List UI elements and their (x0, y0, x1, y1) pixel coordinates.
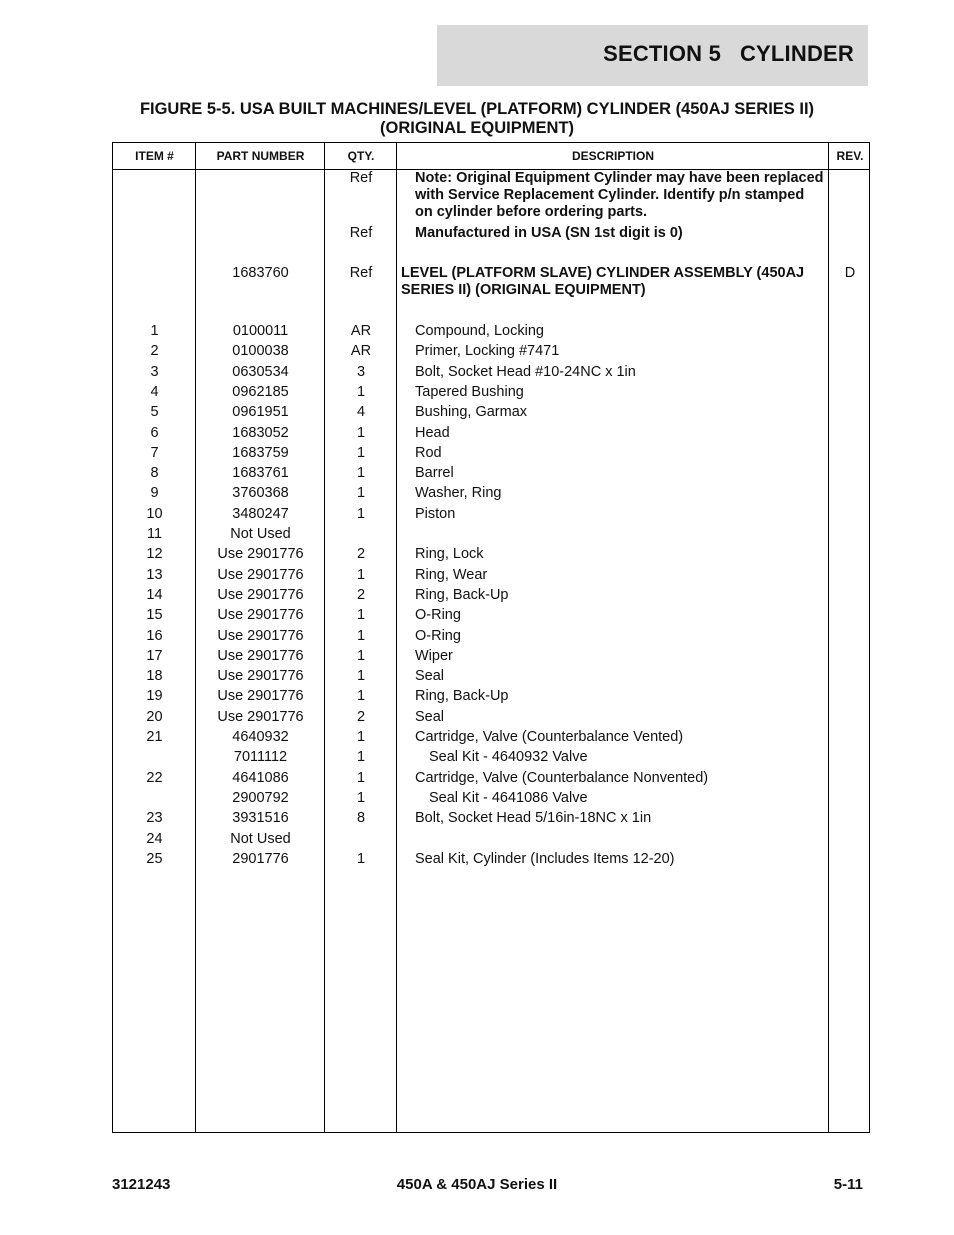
parts-table (112, 142, 870, 1133)
row-description: Bolt, Socket Head 5/16in-18NC x 1in (415, 810, 652, 826)
row-description: Cartridge, Valve (Counterbalance Nonvented) (415, 770, 709, 786)
row-item-number: 12 (146, 546, 163, 562)
row-part-number: 7011112 (233, 749, 288, 765)
row-qty: 2 (356, 546, 366, 562)
row-description: Compound, Locking (415, 323, 544, 339)
row-item-number: 22 (146, 770, 163, 786)
row-item-number: 6 (150, 425, 159, 441)
row-item-number: 2 (150, 343, 159, 359)
row-description: Ring, Wear (415, 567, 488, 583)
section-title: SECTION 5 CYLINDER (603, 41, 854, 66)
row-part-number: Use 2901776 (217, 688, 304, 704)
row-part-number: 2901776 (232, 851, 289, 867)
figure-title (0, 100, 954, 138)
row-item-number: 5 (150, 404, 159, 420)
row-part-number: 1683052 (232, 425, 289, 441)
row-item-number: 13 (146, 567, 163, 583)
row-qty: 1 (356, 485, 366, 501)
row-qty: 1 (356, 729, 366, 745)
row-part-number: 0962185 (232, 384, 289, 400)
row-part-number: 2900792 (232, 790, 289, 806)
row-qty: 1 (356, 425, 366, 441)
row-qty: 1 (356, 465, 366, 481)
header-description: DESCRIPTION (571, 149, 654, 163)
row-description: Bushing, Garmax (415, 404, 528, 420)
footer-model: 450A & 450AJ Series II (396, 1176, 558, 1193)
assembly-part-number: 1683760 (232, 265, 289, 281)
header-rev: REV. (836, 149, 864, 163)
row-part-number: 3760368 (232, 485, 289, 501)
row-part-number: Not Used (230, 526, 291, 542)
row-qty: AR (350, 323, 372, 339)
row-description: Ring, Back-Up (415, 587, 509, 603)
assembly-description: LEVEL (PLATFORM SLAVE) CYLINDER ASSEMBLY (450AJ SERIES II) (ORIGINAL EQUIPMENT) (401, 265, 805, 298)
row-description: Barrel (415, 465, 454, 481)
row-qty: 1 (356, 688, 366, 704)
row-part-number: Use 2901776 (217, 648, 304, 664)
assembly-rev: D (844, 265, 856, 281)
row-part-number: Use 2901776 (217, 567, 304, 583)
header-qty: QTY. (347, 149, 375, 163)
row-description: Cartridge, Valve (Counterbalance Vented) (415, 729, 684, 745)
row-qty: 1 (356, 668, 366, 684)
row-description: Seal Kit, Cylinder (Includes Items 12-20) (415, 851, 675, 867)
row-part-number: 0100038 (232, 343, 289, 359)
row-part-number: 4640932 (232, 729, 289, 745)
row-qty: 1 (356, 648, 366, 664)
row-qty: 1 (356, 506, 366, 522)
row-part-number: 4641086 (232, 770, 289, 786)
row-item-number: 4 (150, 384, 159, 400)
row-qty: 1 (356, 445, 366, 461)
row-part-number: Use 2901776 (217, 709, 304, 725)
row-description: Primer, Locking #7471 (415, 343, 560, 359)
note-qty: Ref (349, 225, 373, 241)
row-description: Seal Kit - 4640932 Valve (429, 749, 588, 765)
row-description: Seal (415, 668, 445, 684)
row-part-number: 0630534 (232, 364, 289, 380)
header-item: ITEM # (135, 149, 174, 163)
row-item-number: 11 (146, 526, 163, 542)
row-description: Ring, Lock (415, 546, 484, 562)
row-part-number: Use 2901776 (217, 668, 304, 684)
row-part-number: 3931516 (232, 810, 289, 826)
row-qty: 1 (356, 628, 366, 644)
row-description: Seal Kit - 4641086 Valve (429, 790, 588, 806)
row-part-number: Not Used (230, 831, 291, 847)
row-qty: 4 (356, 404, 366, 420)
row-qty: 1 (356, 384, 366, 400)
header-part-number: PART NUMBER (216, 149, 305, 163)
row-qty: 1 (356, 770, 366, 786)
row-item-number: 25 (146, 851, 163, 867)
row-description: Bolt, Socket Head #10-24NC x 1in (415, 364, 636, 380)
row-item-number: 18 (146, 668, 163, 684)
row-part-number: 0961951 (232, 404, 289, 420)
row-qty: 8 (356, 810, 366, 826)
row-item-number: 3 (150, 364, 159, 380)
row-part-number: Use 2901776 (217, 587, 304, 603)
row-item-number: 14 (146, 587, 163, 603)
row-item-number: 8 (150, 465, 159, 481)
assembly-qty: Ref (349, 265, 373, 281)
row-item-number: 10 (146, 506, 163, 522)
row-item-number: 7 (150, 445, 159, 461)
note-text: Note: Original Equipment Cylinder may have been replaced with Service Replacement Cylinder. Identify p/n stamped on cylinder before ordering parts. (415, 170, 824, 220)
row-item-number: 15 (146, 607, 163, 623)
row-item-number: 20 (146, 709, 163, 725)
section-header (437, 25, 868, 86)
row-qty: AR (350, 343, 372, 359)
note-qty: Ref (349, 170, 373, 186)
row-item-number: 21 (146, 729, 163, 745)
row-item-number: 16 (146, 628, 163, 644)
row-description: O-Ring (415, 628, 461, 644)
row-item-number: 9 (150, 485, 159, 501)
row-description: Tapered Bushing (415, 384, 524, 400)
row-description: Ring, Back-Up (415, 688, 509, 704)
row-item-number: 19 (146, 688, 163, 704)
row-qty: 1 (356, 607, 366, 623)
row-qty: 3 (356, 364, 366, 380)
row-qty: 1 (356, 790, 366, 806)
note-text: Manufactured in USA (SN 1st digit is 0) (415, 225, 683, 241)
row-item-number: 24 (146, 831, 163, 847)
row-description: O-Ring (415, 607, 461, 623)
row-qty: 2 (356, 709, 366, 725)
row-part-number: 1683761 (232, 465, 289, 481)
column-divider (828, 143, 829, 1132)
row-part-number: 1683759 (232, 445, 289, 461)
row-item-number: 1 (150, 323, 159, 339)
row-part-number: 0100011 (232, 323, 289, 339)
row-description: Seal (415, 709, 445, 725)
footer-page-number: 5-11 (833, 1176, 863, 1193)
figure-title-line2: (ORIGINAL EQUIPMENT) (379, 119, 575, 137)
row-part-number: 3480247 (232, 506, 289, 522)
row-qty: 1 (356, 749, 366, 765)
row-description: Wiper (415, 648, 453, 664)
row-description: Head (415, 425, 450, 441)
footer-doc-number: 3121243 (112, 1176, 171, 1193)
row-qty: 1 (356, 851, 366, 867)
row-qty: 1 (356, 567, 366, 583)
row-qty: 2 (356, 587, 366, 603)
row-description: Rod (415, 445, 442, 461)
row-part-number: Use 2901776 (217, 607, 304, 623)
row-description: Piston (415, 506, 456, 522)
row-item-number: 23 (146, 810, 163, 826)
row-part-number: Use 2901776 (217, 546, 304, 562)
row-part-number: Use 2901776 (217, 628, 304, 644)
row-item-number: 17 (146, 648, 163, 664)
row-description: Washer, Ring (415, 485, 502, 501)
figure-title-line1: FIGURE 5-5. USA BUILT MACHINES/LEVEL (PLATFORM) CYLINDER (450AJ SERIES II) (139, 100, 815, 118)
